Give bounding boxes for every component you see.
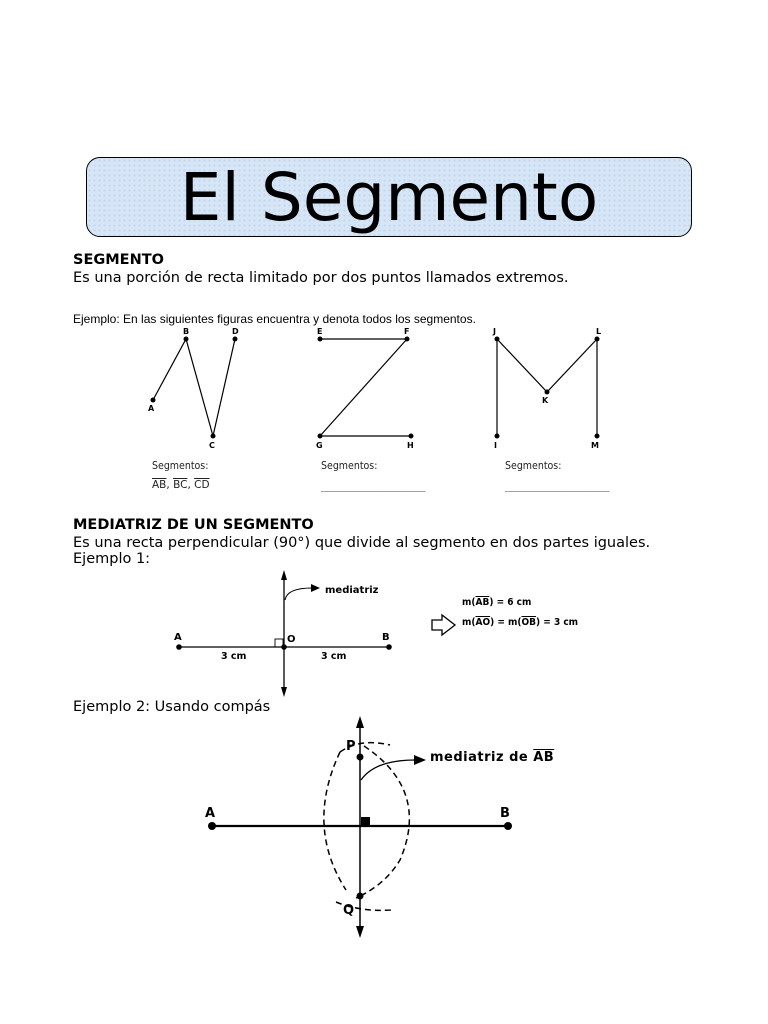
label-i-m: I (494, 441, 497, 450)
segmento-definition: Es una porción de recta limitado por dos puntos llamados extremos. (73, 270, 569, 286)
arrow-head-icon (311, 584, 320, 592)
point-a-ex2 (208, 822, 216, 830)
point-f-z (405, 337, 410, 342)
right-length-ex1: 3 cm (321, 651, 347, 662)
point-k-m (545, 390, 550, 395)
point-i-m (495, 434, 500, 439)
page-title: El Segmento (179, 159, 599, 236)
equation-ab: $m(\overline{AB}) = 6$ cm (462, 597, 532, 608)
point-q-ex2 (357, 893, 364, 900)
point-j-m (495, 337, 500, 342)
label-a-ex1: A (174, 632, 182, 643)
point-a-ex1 (176, 644, 182, 650)
segmentos-label-z: Segmentos: (321, 460, 378, 472)
label-p-ex2: P (346, 739, 356, 754)
segmentos-blank-m: _________________ (505, 479, 610, 492)
implies-arrow-icon (432, 615, 455, 635)
point-p-ex2 (357, 754, 364, 761)
point-b-ex2 (504, 822, 512, 830)
point-o-ex1 (281, 644, 287, 650)
figure-n (153, 339, 235, 436)
label-b-ex2: B (500, 806, 510, 821)
label-h-z: H (407, 441, 414, 450)
label-j-m: J (493, 327, 496, 336)
figure-z (320, 339, 411, 436)
point-h-z (409, 434, 414, 439)
point-g-z (318, 434, 323, 439)
point-e-z (318, 337, 323, 342)
point-d-n (233, 337, 238, 342)
label-a-ex2: A (205, 806, 216, 821)
point-m-m (595, 434, 600, 439)
segmentos-blank-z: _________________ (321, 479, 426, 492)
label-c-n: C (209, 441, 215, 450)
point-b-ex1 (386, 644, 392, 650)
segment-bc: $\overline{BC}$ (173, 479, 188, 491)
label-o-ex1: O (287, 634, 296, 645)
mediatriz-heading: MEDIATRIZ DE UN SEGMENTO (73, 517, 314, 533)
segmento-example-instruction: Ejemplo: En las siguientes figuras encuentra y denota todos los segmentos. (73, 312, 476, 326)
label-l-m: L (596, 327, 602, 336)
label-q-ex2: Q (343, 903, 355, 918)
equation-ao-ob: $m(\overline{AO}) = m(\overline{OB}) = 3$ cm (462, 617, 579, 628)
figure-m (497, 339, 597, 436)
label-g-z: G (316, 441, 323, 450)
label-m-m: M (591, 441, 599, 450)
point-b-n (184, 337, 189, 342)
label-d-n: D (232, 327, 239, 336)
segmentos-label-n: Segmentos: (152, 460, 209, 472)
left-length-ex1: 3 cm (221, 651, 247, 662)
mediatriz-label-ex2: mediatriz de $\overline{AB}$ (430, 750, 555, 765)
label-b-ex1: B (382, 632, 390, 643)
point-l-m (595, 337, 600, 342)
example-1-label: Ejemplo 1: (73, 551, 151, 567)
point-c-n (211, 434, 216, 439)
example-2-label: Ejemplo 2: Usando compás (73, 699, 271, 715)
label-f-z: F (404, 327, 410, 336)
arrow-head-icon (414, 755, 426, 765)
label-b-n: B (183, 327, 190, 336)
right-angle-marker-ex2 (361, 817, 370, 826)
label-k-m: K (542, 396, 549, 405)
segmentos-answer-n: $\overline{AB}$, $\overline{BC}$, $\overline{CD}$ (152, 479, 210, 491)
segmento-heading: SEGMENTO (73, 252, 164, 268)
segment-cd: $\overline{CD}$ (194, 479, 210, 491)
segmentos-label-m: Segmentos: (505, 460, 562, 472)
mediatriz-label-ex1: mediatriz (325, 585, 379, 596)
label-a-n: A (148, 404, 155, 413)
point-a-n (151, 398, 156, 403)
label-e-z: E (317, 327, 323, 336)
segment-ab: $\overline{AB}$ (152, 479, 167, 491)
mediatriz-definition: Es una recta perpendicular (90°) que divide al segmento en dos partes iguales. (73, 535, 651, 551)
